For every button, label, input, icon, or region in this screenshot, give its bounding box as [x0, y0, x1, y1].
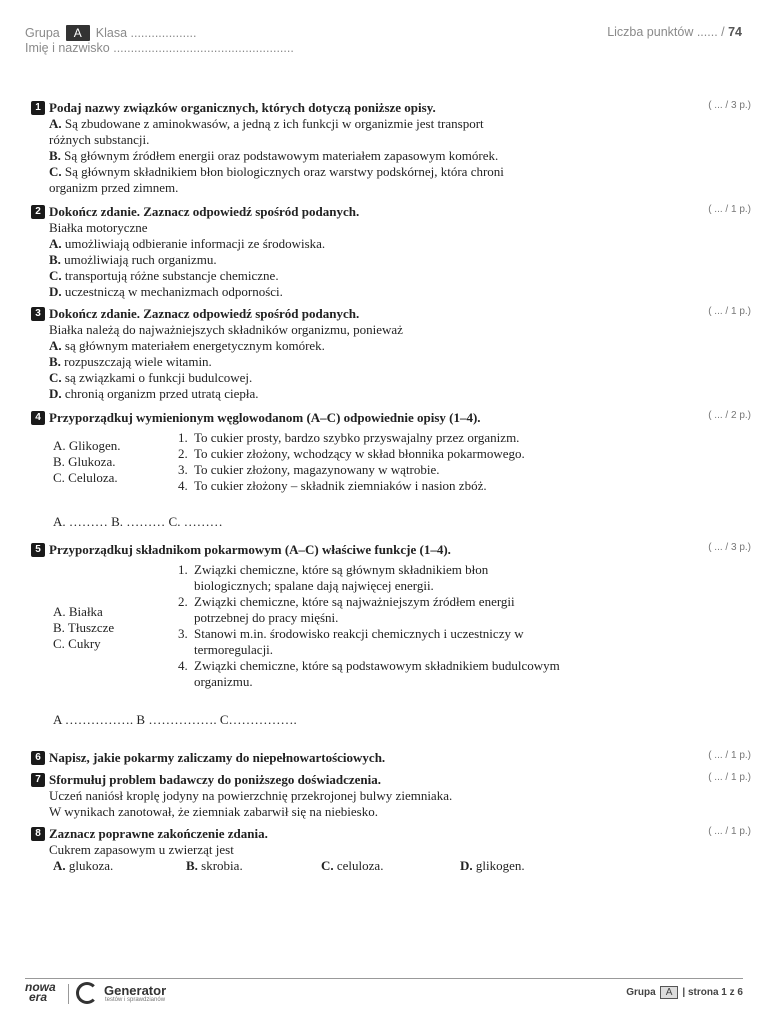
task-number: 8 — [31, 827, 45, 841]
item-text: Związki chemiczne, które są podstawowym składnikiem budulcowym organizmu. — [194, 658, 560, 689]
item-text: To cukier prosty, bardzo szybko przyswajalny przez organizm. — [194, 430, 520, 445]
answer-line[interactable]: A ……………. B ……………. C……………. — [53, 712, 297, 727]
option-text: skrobia. — [197, 858, 243, 873]
option-text: glukoza. — [65, 858, 114, 873]
task-6 — [31, 750, 751, 770]
option-a[interactable] — [31, 236, 751, 252]
question-text: Sformułuj problem badawczy do poniższego doświadczenia. — [49, 772, 381, 787]
task-number: 2 — [31, 205, 45, 219]
question-6 — [31, 750, 751, 766]
task-points: ( ... / 1 p.) — [708, 750, 751, 761]
line-text: są związkami o funkcji budulcowej. — [61, 370, 253, 385]
task-line — [31, 148, 751, 164]
page-number: | strona 1 z 6 — [682, 987, 743, 998]
line-key: D. — [49, 386, 62, 401]
generator-title: Generator — [104, 983, 167, 998]
footer-divider — [25, 978, 743, 979]
option-text: celuloza. — [333, 858, 384, 873]
task-number: 7 — [31, 773, 45, 787]
answer-line[interactable]: A. ……… B. ……… C. ……… — [53, 514, 223, 529]
task-line — [31, 220, 751, 236]
task-points: ( ... / 1 p.) — [708, 306, 751, 317]
line-key: C. — [49, 268, 62, 283]
option-key: A. — [53, 858, 66, 873]
matching-left — [53, 562, 178, 690]
task-5 — [31, 542, 751, 748]
task-points: ( ... / 1 p.) — [708, 772, 751, 783]
item-number: 2. — [178, 594, 188, 609]
option-d[interactable] — [460, 858, 525, 874]
left-item: B. Glukoza. — [53, 454, 116, 469]
line-text: Są głównym składnikiem błon biologicznych oraz warstwy podskórnej, która chroni — [61, 164, 504, 179]
item-number: 3. — [178, 462, 188, 477]
line-text: różnych substancji. — [49, 132, 150, 147]
line-text: uczestniczą w mechanizmach odporności. — [61, 284, 283, 299]
line-text: Uczeń naniósł kroplę jodyny na powierzchnię przekrojonej bulwy ziemniaka. — [49, 788, 453, 803]
task-line — [31, 132, 751, 148]
right-item — [178, 658, 568, 690]
line-key: D. — [49, 284, 62, 299]
task-number: 3 — [31, 307, 45, 321]
left-item: C. Cukry — [53, 636, 101, 651]
task-number: 5 — [31, 543, 45, 557]
line-key: B. — [49, 252, 61, 267]
question-2 — [31, 204, 751, 220]
item-text: To cukier złożony – składnik ziemniaków i nasion zbóż. — [194, 478, 487, 493]
question-4 — [31, 410, 751, 426]
task-lines — [31, 116, 751, 196]
item-number: 1. — [178, 430, 188, 445]
question-text: Przyporządkuj składnikom pokarmowym (A–C) właściwe funkcje (1–4). — [49, 542, 451, 557]
question-1 — [31, 100, 751, 116]
option-c[interactable] — [31, 268, 751, 284]
item-number: 2. — [178, 446, 188, 461]
question-3 — [31, 306, 751, 322]
task-3 — [31, 306, 751, 408]
line-key: A. — [49, 338, 62, 353]
line-text: chronią organizm przed utratą ciepła. — [61, 386, 259, 401]
option-d[interactable] — [31, 284, 751, 300]
item-text: Związki chemiczne, które są głównym składnikiem błon biologicznych; spalane dają najwięcej energii. — [194, 562, 489, 593]
line-key: A. — [49, 116, 62, 131]
task-line — [31, 804, 751, 820]
line-text: W wynikach zanotował, że ziemniak zabarwił się na niebiesko. — [49, 804, 378, 819]
question-text: Przyporządkuj wymienionym węglowodanom (A–C) odpowiednie opisy (1–4). — [49, 410, 481, 425]
left-item: C. Celuloza. — [53, 470, 118, 485]
option-b[interactable] — [31, 354, 751, 370]
line-key: C. — [49, 164, 62, 179]
line-key: A. — [49, 236, 62, 251]
item-number: 3. — [178, 626, 188, 641]
option-c[interactable] — [321, 858, 460, 874]
line-text: umożliwiają ruch organizmu. — [60, 252, 217, 267]
task-line — [31, 322, 751, 338]
task-points: ( ... / 3 p.) — [708, 542, 751, 553]
right-item — [178, 446, 525, 462]
question-text: Dokończ zdanie. Zaznacz odpowiedź spośród podanych. — [49, 204, 360, 219]
points-max: 74 — [728, 25, 742, 39]
question-8 — [31, 826, 751, 842]
item-text: To cukier złożony, magazynowany w wątrobie. — [194, 462, 440, 477]
item-number: 1. — [178, 562, 188, 577]
question-text: Zaznacz poprawne zakończenie zdania. — [49, 826, 268, 841]
item-number: 4. — [178, 658, 188, 673]
line-text: Białka należą do najważniejszych składników organizmu, ponieważ — [49, 322, 403, 337]
line-text: rozpuszczają wiele witamin. — [60, 354, 212, 369]
options-row — [31, 858, 751, 874]
task-number: 6 — [31, 751, 45, 765]
footer-group-label: Grupa — [626, 987, 656, 998]
task-8 — [31, 826, 751, 878]
group-badge: A — [66, 25, 90, 41]
line-text: są głównym materiałem energetycznym komórek. — [61, 338, 325, 353]
right-item — [178, 462, 525, 478]
option-key: C. — [321, 858, 334, 873]
task-line — [31, 164, 751, 180]
task-points: ( ... / 2 p.) — [708, 410, 751, 421]
line-key: B. — [49, 354, 61, 369]
option-d[interactable] — [31, 386, 751, 402]
logo-separator — [68, 984, 69, 1004]
group-label: Grupa — [25, 26, 60, 40]
option-a[interactable] — [53, 858, 186, 874]
task-7 — [31, 772, 751, 824]
line-key: B. — [49, 148, 61, 163]
task-points: ( ... / 3 p.) — [708, 100, 751, 111]
line-text: umożliwiają odbieranie informacji ze środowiska. — [61, 236, 326, 251]
matching-right — [178, 430, 525, 494]
task-points: ( ... / 1 p.) — [708, 204, 751, 215]
test-content — [31, 100, 751, 880]
task-number: 4 — [31, 411, 45, 425]
task-4 — [31, 410, 751, 540]
nowa-era-logo — [25, 982, 56, 1002]
task-number: 1 — [31, 101, 45, 115]
task-line — [31, 842, 751, 858]
task-line — [31, 116, 751, 132]
matching-left — [53, 430, 178, 494]
item-text: To cukier złożony, wchodzący w skład błonnika pokarmowego. — [194, 446, 525, 461]
name-field: Imię i nazwisko .................................................... — [25, 41, 294, 55]
left-item: A. Glikogen. — [53, 438, 121, 453]
right-item — [178, 478, 525, 494]
line-text: Są zbudowane z aminokwasów, a jedną z ich funkcji w organizmie jest transport — [61, 116, 484, 131]
item-text: Związki chemiczne, które są najważniejszym źródłem energii potrzebnej do pracy mięśni. — [194, 594, 515, 625]
task-1 — [31, 100, 751, 202]
option-text: glikogen. — [472, 858, 525, 873]
class-field: Klasa ................... — [95, 26, 197, 40]
line-text: Cukrem zapasowym u zwierząt jest — [49, 842, 234, 857]
question-text: Dokończ zdanie. Zaznacz odpowiedź spośród podanych. — [49, 306, 360, 321]
left-item: B. Tłuszcze — [53, 620, 115, 635]
header-group-class — [25, 25, 197, 41]
left-item: A. Białka — [53, 604, 103, 619]
question-text: Napisz, jakie pokarmy zaliczamy do niepełnowartościowych. — [49, 750, 386, 765]
right-item — [178, 562, 568, 594]
option-b[interactable] — [31, 252, 751, 268]
task-2 — [31, 204, 751, 304]
item-number: 4. — [178, 478, 188, 493]
option-key: D. — [460, 858, 473, 873]
question-7 — [31, 772, 751, 788]
generator-subtitle: testów i sprawdzianów — [105, 997, 166, 1003]
line-key: C. — [49, 370, 62, 385]
line-text: Białka motoryczne — [49, 220, 148, 235]
option-a[interactable] — [31, 338, 751, 354]
logo-text-top: nowa — [25, 980, 56, 994]
question-text: Podaj nazwy związków organicznych, których dotyczą poniższe opisy. — [49, 100, 436, 115]
task-line — [31, 788, 751, 804]
question-5 — [31, 542, 751, 558]
right-item — [178, 594, 568, 626]
line-text: transportują różne substancje chemiczne. — [61, 268, 279, 283]
option-b[interactable] — [186, 858, 321, 874]
right-item — [178, 430, 525, 446]
matching-block — [31, 430, 751, 494]
points-total — [607, 25, 742, 39]
footer-group-badge: A — [660, 986, 679, 999]
line-text: Są głównym źródłem energii oraz podstawowym materiałem zapasowym komórek. — [60, 148, 499, 163]
task-line — [31, 180, 751, 196]
option-c[interactable] — [31, 370, 751, 386]
task-points: ( ... / 1 p.) — [708, 826, 751, 837]
matching-block — [31, 562, 751, 690]
generator-g-icon — [76, 982, 98, 1004]
item-text: Stanowi m.in. środowisko reakcji chemicznych i uczestniczy w termoregulacji. — [194, 626, 524, 657]
footer-page-info — [626, 986, 743, 999]
right-item — [178, 626, 568, 658]
matching-right — [178, 562, 568, 690]
logo-text-bottom: era — [29, 990, 48, 1004]
points-label: Liczba punktów ...... / — [607, 25, 725, 39]
option-key: B. — [186, 858, 198, 873]
line-text: organizm przed zimnem. — [49, 180, 179, 195]
